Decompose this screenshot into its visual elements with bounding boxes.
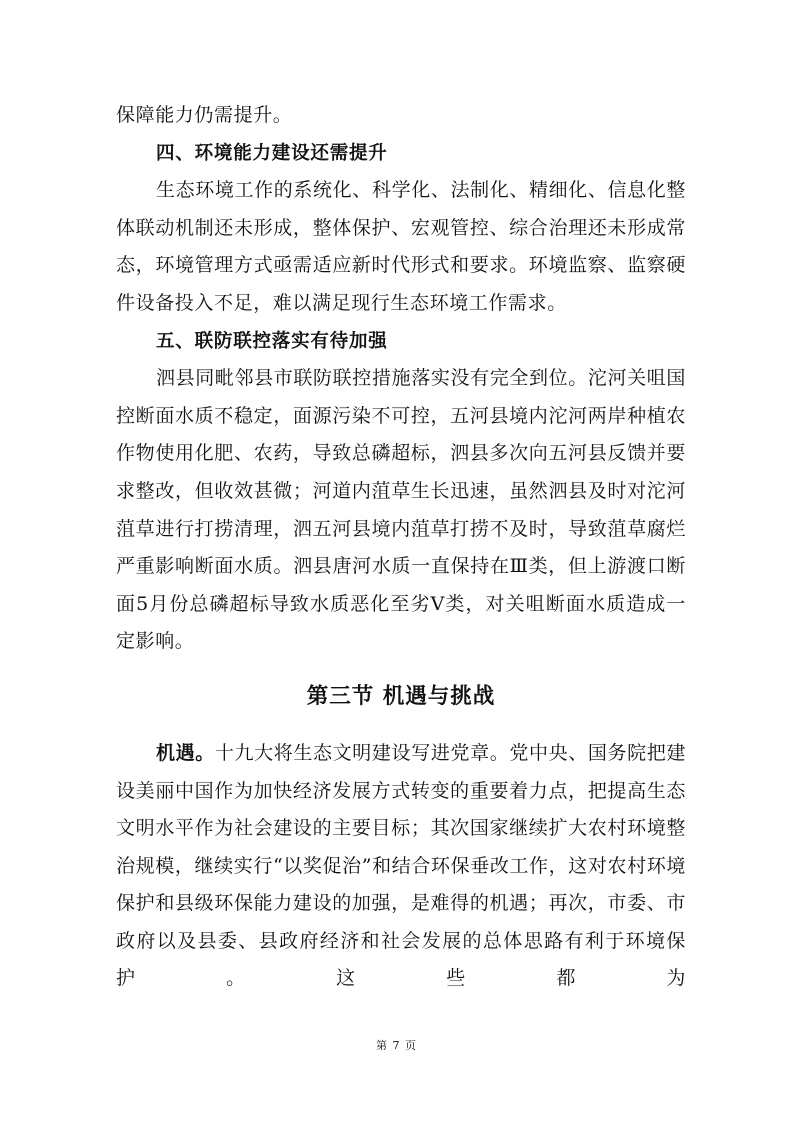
paragraph-environment-capacity: 生态环境工作的系统化、科学化、法制化、精细化、信息化整体联动机制还未形成，整体保护、宏观管控、综合治理还未形成常态，环境管理方式亟需适应新时代形式和要求。环境监察、监察硬件设备投入不足，难以满足现行生态环境工作需求。 xyxy=(116,179,686,314)
document-body xyxy=(116,97,686,998)
paragraph-opportunities xyxy=(116,735,686,998)
heading-joint-prevention: 五、联防联控落实有待加强 xyxy=(156,330,388,352)
opportunities-lead: 机遇。 xyxy=(156,741,215,764)
heading-environment-capacity: 四、环境能力建设还需提升 xyxy=(156,142,388,164)
opportunities-text: 十九大将生态文明建设写进党章。党中央、国务院把建设美丽中国作为加快经济发展方式转变的重要着力点，把提高生态文明水平作为社会建设的主要目标；其次国家继续扩大农村环境整治规模，继续实行“以奖促治”和结合环保垂改工作，这对农村环境保护和县级环保能力建设的加强，是难得的机遇；再次，市委、市政府以及县委、县政府经济和社会发展的总体思路有利于环境保护。这些都为 xyxy=(116,741,686,990)
paragraph-joint-prevention: 泗县同毗邻县市联防联控措施落实没有完全到位。沱河关咀国控断面水质不稳定，面源污染不可控，五河县境内沱河两岸种植农作物使用化肥、农药，导致总磷超标，泗县多次向五河县反馈并要求整改，但收效甚微；河道内菹草生长迅速，虽然泗县及时对沱河菹草进行打捞清理，泗五河县境内菹草打捞不及时，导致菹草腐烂严重影响断面水质。泗县唐河水质一直保持在Ⅲ类，但上游渡口断面5月份总磷超标导致水质恶化至劣Ⅴ类，对关咀断面水质造成一定影响。 xyxy=(116,367,686,653)
page-number: 第 7 页 xyxy=(376,1039,417,1052)
section-title: 第三节 机遇与挑战 xyxy=(306,683,496,709)
paragraph-continuation: 保障能力仍需提升。 xyxy=(116,104,293,126)
